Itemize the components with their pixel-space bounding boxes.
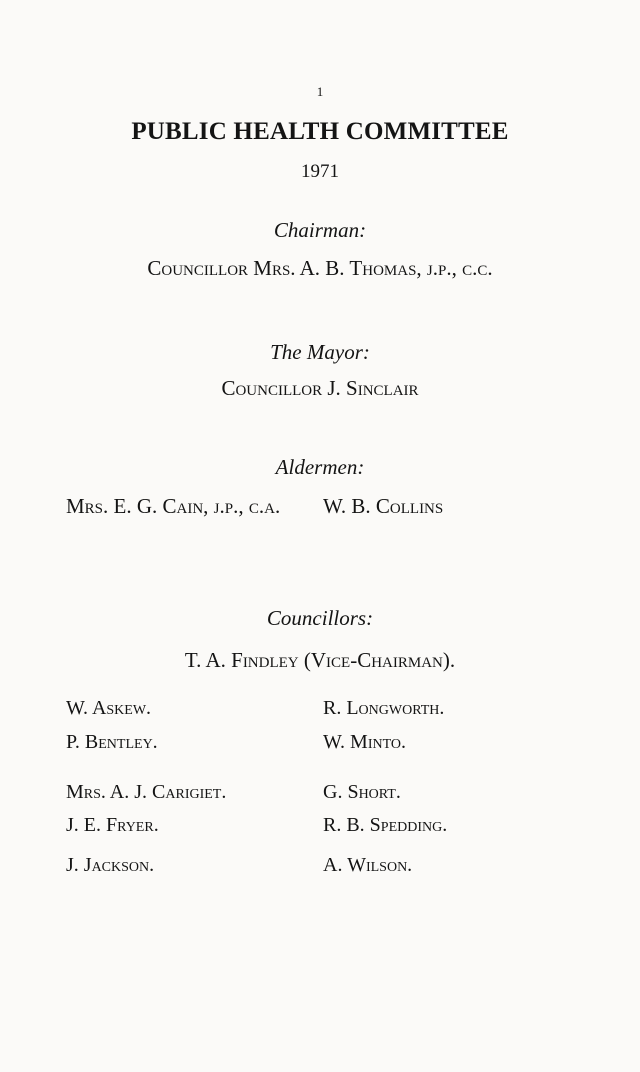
- chairman-name: Councillor Mrs. A. B. Thomas, j.p., c.c.: [147, 256, 493, 280]
- councillor-item: W. Minto.: [323, 731, 407, 753]
- councillor-item: J. E. Fryer.: [66, 814, 159, 836]
- councillor-item: Mrs. A. J. Carigiet.: [66, 781, 227, 803]
- councillors-heading: Councillors:: [266, 606, 374, 630]
- aldermen-heading: Aldermen:: [275, 455, 365, 479]
- councillor-item: G. Short.: [323, 781, 401, 803]
- chairman-heading: Chairman:: [273, 218, 367, 242]
- year: 1971: [301, 161, 339, 182]
- councillor-item: W. Askew.: [66, 697, 152, 719]
- councillor-item: J. Jackson.: [66, 854, 155, 876]
- page-title: PUBLIC HEALTH COMMITTEE: [131, 118, 509, 145]
- councillor-item: R. Longworth.: [323, 697, 445, 719]
- councillor-item: A. Wilson.: [323, 854, 413, 876]
- vice-chairman: T. A. Findley (Vice-Chairman).: [184, 648, 456, 672]
- page-number: 1: [316, 84, 324, 99]
- mayor-heading: The Mayor:: [270, 340, 370, 364]
- councillor-item: P. Bentley.: [66, 731, 158, 753]
- councillor-item: R. B. Spedding.: [323, 814, 448, 836]
- mayor-name: Councillor J. Sinclair: [221, 376, 419, 400]
- alderman-item: W. B. Collins: [323, 494, 444, 518]
- alderman-item: Mrs. E. G. Cain, j.p., c.a.: [66, 494, 281, 518]
